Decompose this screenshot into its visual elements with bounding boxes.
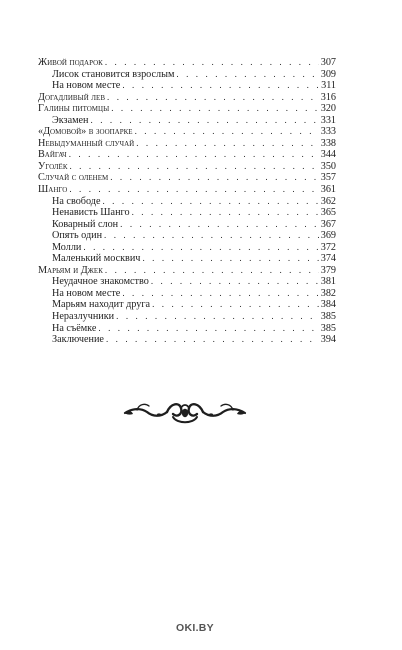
toc-entry-page-number: 374 <box>320 253 336 265</box>
toc-entry-title: Ненависть Шанго <box>52 207 130 219</box>
toc-entry-page-number: 362 <box>320 195 336 207</box>
toc-entry <box>38 115 336 127</box>
toc-entry-page-number: 379 <box>320 264 336 276</box>
toc-entry <box>38 299 336 311</box>
dot-leader <box>106 334 319 346</box>
toc-entry-page-number: 384 <box>320 299 336 311</box>
dot-leader <box>120 219 319 231</box>
toc-entry-title: Марьям и Джек <box>38 264 103 276</box>
dot-leader <box>98 323 318 335</box>
dot-leader <box>104 230 319 242</box>
toc-entry-page-number: 320 <box>320 103 336 115</box>
dot-leader <box>151 276 319 288</box>
dot-leader <box>136 138 319 150</box>
toc-entry-title: Живой подарок <box>38 57 103 68</box>
toc-entry-title: Невыдуманный случай <box>38 137 135 149</box>
dot-leader <box>116 311 319 323</box>
toc-entry-title: «Домовой» в зоопарке <box>38 126 133 138</box>
toc-entry <box>38 253 336 265</box>
toc-entry-page-number: 331 <box>320 114 336 126</box>
dot-leader <box>69 149 319 161</box>
dot-leader <box>111 103 319 115</box>
toc-entry-title: Шанго <box>38 184 68 196</box>
dot-leader <box>105 265 319 277</box>
toc-entry-title: Маленький москвич <box>52 253 141 265</box>
toc-entry <box>38 323 336 335</box>
toc-entry <box>38 80 336 92</box>
floral-scroll-ornament-icon <box>123 398 247 428</box>
toc-entry-page-number: 367 <box>320 218 336 230</box>
table-of-contents <box>38 57 336 346</box>
toc-entry <box>38 69 336 81</box>
toc-entry <box>38 196 336 208</box>
toc-entry-page-number: 372 <box>320 241 336 253</box>
toc-entry-title: Неразлучники <box>52 311 115 323</box>
toc-entry <box>38 184 336 196</box>
toc-entry <box>38 161 336 173</box>
toc-entry-title: Молли <box>52 241 82 253</box>
toc-entry-title: На съёмке <box>52 322 97 334</box>
toc-entry <box>38 149 336 161</box>
toc-entry <box>38 230 336 242</box>
dot-leader <box>152 299 319 311</box>
toc-entry-page-number: 381 <box>320 276 336 288</box>
dot-leader <box>122 80 319 92</box>
dot-leader <box>122 288 318 300</box>
toc-entry-title: На свободе <box>52 195 101 207</box>
dot-leader <box>69 161 318 173</box>
toc-entry-page-number: 385 <box>320 311 336 323</box>
toc-entry-title: Экзамен <box>52 114 89 126</box>
toc-entry-page-number: 369 <box>320 230 336 242</box>
toc-entry <box>38 276 336 288</box>
toc-entry <box>38 334 336 346</box>
toc-entry <box>38 288 336 300</box>
toc-entry-title: Марьям находит друга <box>52 299 151 311</box>
toc-entry-title: На новом месте <box>52 80 121 92</box>
dot-leader <box>135 126 319 138</box>
toc-entry-page-number: 394 <box>320 334 336 346</box>
toc-entry-page-number: 307 <box>320 57 336 68</box>
toc-entry <box>38 242 336 254</box>
toc-entry <box>38 172 336 184</box>
toc-entry-title: Случай с оленем <box>38 172 109 184</box>
dot-leader <box>102 196 318 208</box>
dot-leader <box>142 253 318 265</box>
dot-leader <box>107 92 319 104</box>
toc-entry-page-number: 382 <box>320 287 336 299</box>
toc-entry-page-number: 338 <box>320 137 336 149</box>
toc-entry-title: Вайгач <box>38 149 67 161</box>
toc-entry-page-number: 316 <box>320 91 336 103</box>
toc-entry-page-number: 311 <box>321 80 336 92</box>
toc-entry-title: Лисок становится взрослым <box>52 68 175 80</box>
toc-entry-page-number: 344 <box>320 149 336 161</box>
toc-entry-page-number: 361 <box>320 184 336 196</box>
toc-entry-page-number: 350 <box>320 160 336 172</box>
dot-leader <box>176 69 318 81</box>
toc-entry <box>38 207 336 219</box>
toc-entry-title: Неудачное знакомство <box>52 276 149 288</box>
toc-entry-title: Коварный слон <box>52 218 119 230</box>
toc-entry-page-number: 309 <box>320 68 336 80</box>
toc-entry-page-number: 333 <box>320 126 336 138</box>
dot-leader <box>132 207 319 219</box>
toc-entry-page-number: 357 <box>320 172 336 184</box>
dot-leader <box>91 115 319 127</box>
toc-entry <box>38 219 336 231</box>
toc-entry-page-number: 365 <box>320 207 336 219</box>
toc-entry <box>38 103 336 115</box>
toc-entry-title: Заключение <box>52 334 104 346</box>
toc-entry-title: Догадливый лев <box>38 91 105 103</box>
toc-entry-page-number: 385 <box>320 322 336 334</box>
toc-entry <box>38 138 336 150</box>
dot-leader <box>105 57 319 69</box>
toc-entry-title: Галины питомцы <box>38 103 110 115</box>
dot-leader <box>69 184 318 196</box>
toc-entry-title: Опять один <box>52 230 103 242</box>
watermark: OKI.BY <box>176 622 214 634</box>
toc-entry-title: На новом месте <box>52 287 121 299</box>
dot-leader <box>83 242 318 254</box>
toc-entry <box>38 57 336 69</box>
toc-entry <box>38 92 336 104</box>
toc-entry-title: Уголёк <box>38 160 68 172</box>
dot-leader <box>110 172 319 184</box>
toc-entry <box>38 265 336 277</box>
toc-entry <box>38 126 336 138</box>
toc-entry <box>38 311 336 323</box>
